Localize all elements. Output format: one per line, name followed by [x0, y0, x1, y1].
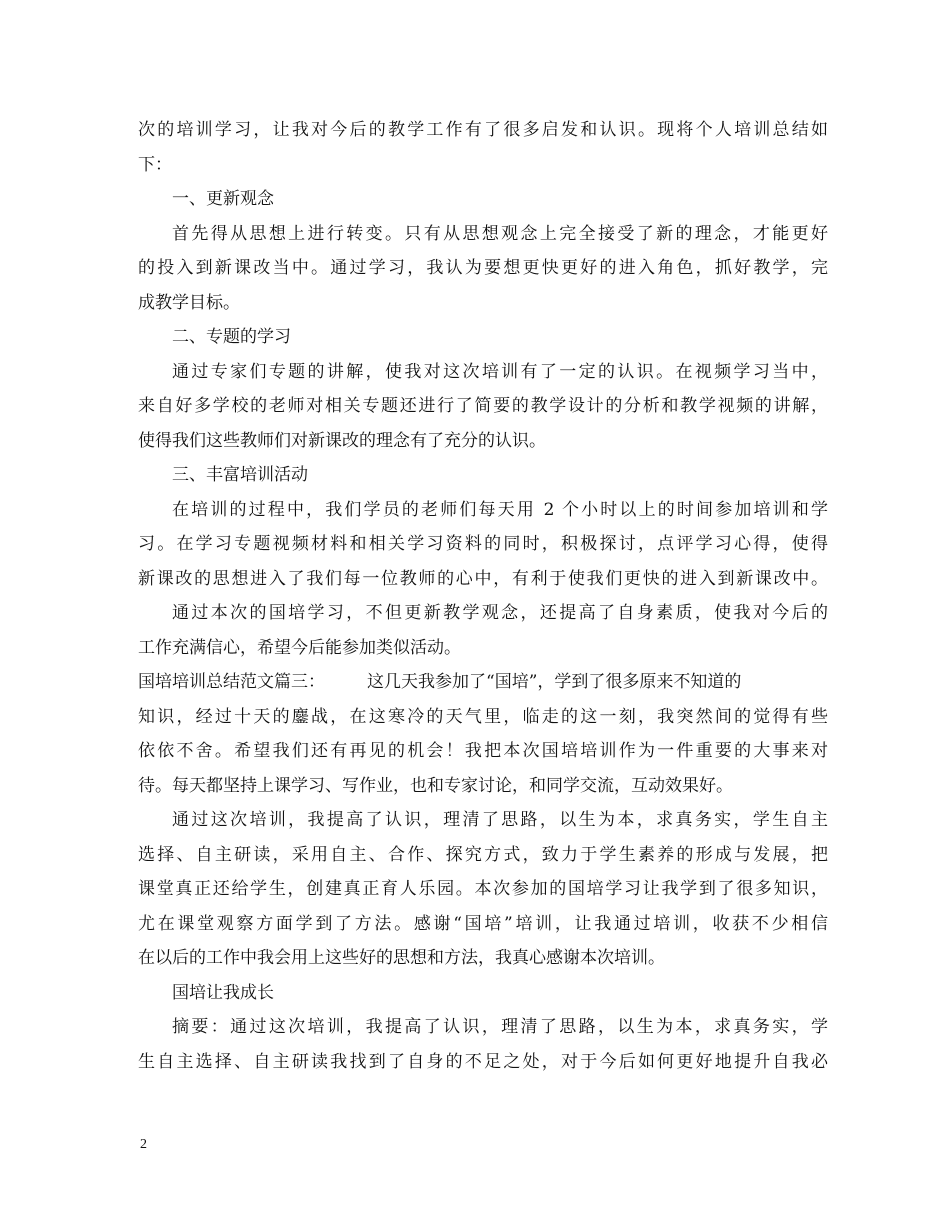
text-line: 一、更新观念: [172, 189, 274, 209]
text-line: 通过这次培训，我提高了认识，理清了思路，以生为本，求真务实，学生自主: [172, 810, 828, 830]
page-number: 2: [140, 1137, 147, 1152]
text-line: 首先得从思想上进行转变。只有从思想观念上完全接受了新的理念，才能更好: [172, 223, 828, 244]
text-line: 在以后的工作中我会用上这些好的思想和方法，我真心感谢本次培训。: [138, 948, 665, 968]
text-line: 的投入到新课改当中。通过学习，我认为要想更快更好的进入角色，抓好教学，完: [138, 258, 828, 278]
text-line: 通过专家们专题的讲解，使我对这次培训有了一定的认识。在视频学习当中，: [172, 361, 828, 382]
text-line: 知识，经过十天的鏖战，在这寒冷的天气里，临走的这一刻，我突然间的觉得有些: [138, 706, 828, 727]
text-line: 来自好多学校的老师对相关专题还进行了简要的教学设计的分析和教学视频的讲解，: [138, 396, 828, 416]
text-line: 次的培训学习，让我对今后的教学工作有了很多启发和认识。现将个人培训总结如: [138, 120, 828, 140]
text-line: 生自主选择、自主研读我找到了自身的不足之处，对于今后如何更好地提升自我必: [138, 1051, 828, 1072]
text-line: 习。在学习专题视频材料和相关学习资料的同时，积极探讨，点评学习心得，使得: [138, 534, 828, 554]
text-line: 成教学目标。: [138, 292, 240, 313]
text-line: 下：: [138, 154, 172, 175]
text-line: 依依不舍。希望我们还有再见的机会！我把本次国培培训作为一件重要的大事来对: [138, 741, 828, 761]
text-line: 选择、自主研读，采用自主、合作、探究方式，致力于学生素养的形成与发展，把: [138, 844, 828, 865]
text-line: 三、丰富培训活动: [172, 465, 308, 485]
document-page: [138, 113, 828, 1079]
text-line: 课堂真正还给学生，创建真正育人乐园。本次参加的国培学习让我学到了很多知识，: [138, 879, 828, 899]
text-line: 尤在课堂观察方面学到了方法。感谢“国培”培训，让我通过培训，收获不少相信: [138, 913, 828, 934]
text-line: 使得我们这些教师们对新课改的理念有了充分的认识。: [138, 430, 546, 451]
text-line: 工作充满信心，希望今后能参加类似活动。: [138, 637, 461, 658]
paragraph-text: 这几天我参加了“国培”，学到了很多原来不知道的: [367, 672, 742, 692]
text-line: 通过本次的国培学习，不但更新教学观念，还提高了自身素质，使我对今后的: [172, 603, 828, 623]
text-line: 二、专题的学习: [172, 327, 291, 347]
text-line: 摘要：通过这次培训，我提高了认识，理清了思路，以生为本，求真务实，学: [172, 1017, 828, 1037]
text-line: [138, 665, 828, 700]
text-line: 新课改的思想进入了我们每一位教师的心中，有利于使我们更快的进入到新课改中。: [138, 568, 828, 589]
section-heading: 国培培训总结范文篇三：: [138, 672, 325, 692]
text-line: 国培让我成长: [172, 982, 274, 1003]
text-line: 在培训的过程中，我们学员的老师们每天用 2 个小时以上的时间参加培训和学: [172, 499, 828, 520]
text-line: 待。每天都坚持上课学习、写作业，也和专家讨论，和同学交流，互动效果好。: [138, 775, 733, 796]
